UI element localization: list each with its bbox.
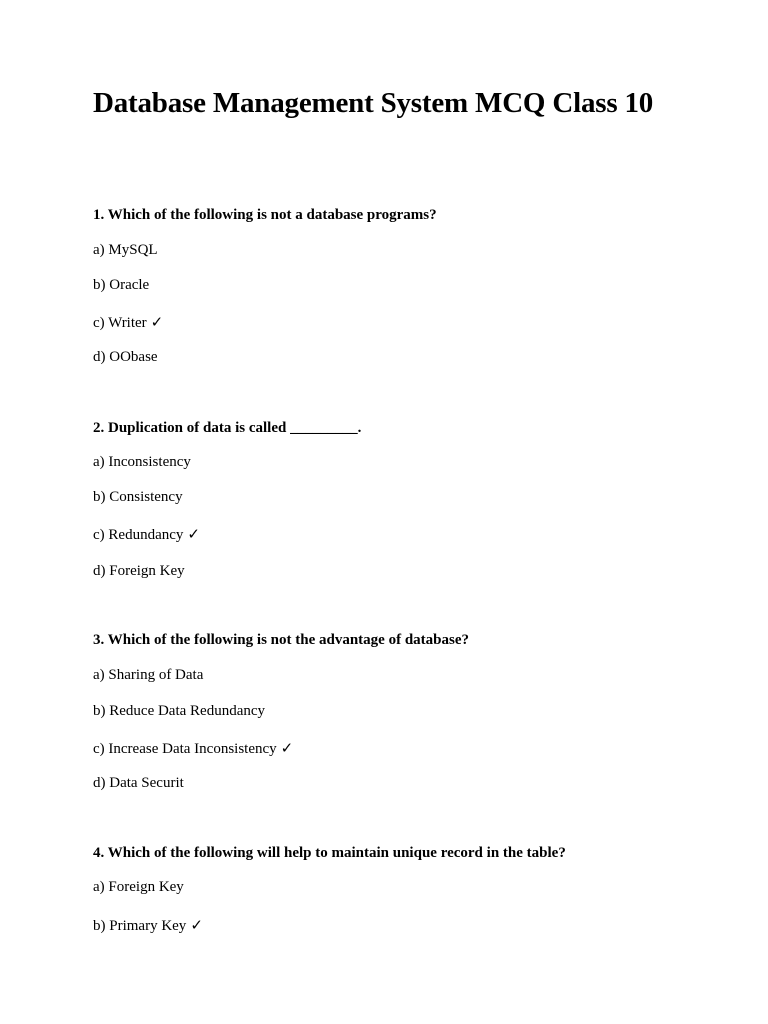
option-label: b) Oracle — [93, 277, 150, 293]
option-c — [93, 313, 163, 332]
checkmark-icon: ✓ — [190, 916, 203, 934]
option-a — [93, 453, 191, 471]
page-title: Database Management System MCQ Class 10 — [93, 87, 654, 119]
option-c — [93, 739, 293, 758]
option-label: b) Reduce Data Redundancy — [93, 703, 266, 719]
option-label: d) Foreign Key — [93, 563, 185, 579]
checkmark-icon: ✓ — [150, 313, 164, 331]
option-b — [93, 276, 149, 294]
question-text: 4. Which of the following will help to maintain unique record in the table? — [93, 845, 566, 861]
option-label: a) Foreign Key — [93, 879, 184, 895]
option-label: b) Consistency — [93, 489, 183, 505]
question-text: 3. Which of the following is not the advantage of database? — [93, 632, 469, 648]
option-label: d) OObase — [93, 349, 158, 365]
option-d — [93, 562, 185, 580]
checkmark-icon: ✓ — [280, 739, 294, 757]
option-d — [93, 348, 158, 366]
option-b — [93, 916, 203, 935]
question-text: 2. Duplication of data is called _________. — [93, 420, 362, 436]
option-label: b) Primary Key — [93, 918, 187, 934]
option-label: c) Writer — [93, 315, 147, 331]
option-b — [93, 488, 183, 506]
option-a — [93, 241, 158, 259]
option-label: a) MySQL — [93, 242, 158, 258]
option-a — [93, 666, 203, 684]
option-label: a) Inconsistency — [93, 454, 191, 470]
option-a — [93, 878, 184, 896]
option-label: c) Redundancy — [93, 527, 184, 543]
checkmark-icon: ✓ — [187, 525, 200, 543]
question-text: 1. Which of the following is not a database programs? — [93, 207, 437, 223]
option-b — [93, 702, 265, 720]
option-c — [93, 525, 200, 544]
option-d — [93, 774, 184, 792]
option-label: c) Increase Data Inconsistency — [93, 741, 277, 757]
option-label: a) Sharing of Data — [93, 667, 204, 683]
option-label: d) Data Securit — [93, 775, 184, 791]
